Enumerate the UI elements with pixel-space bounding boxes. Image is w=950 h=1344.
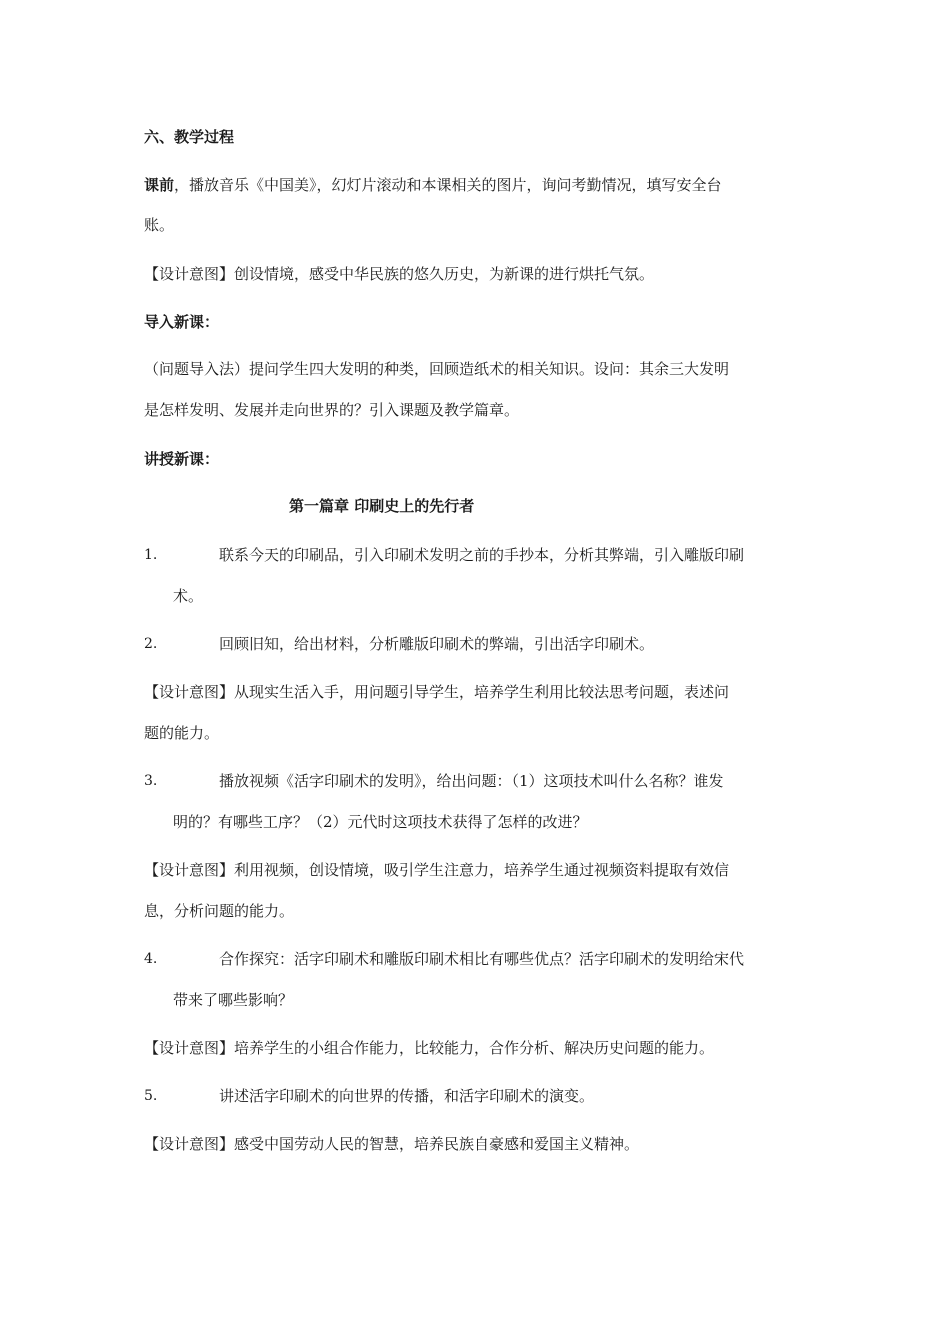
- list-item-number: 1.: [144, 547, 158, 563]
- section-title: 六、教学过程: [144, 128, 235, 146]
- design-intent-3-line1: 【设计意图】利用视频，创设情境，吸引学生注意力，培养学生通过视频资料提取有效信: [144, 861, 730, 879]
- list-item-number: 5.: [144, 1088, 158, 1104]
- intro-heading: 导入新课：: [144, 313, 220, 331]
- list-item-1-line1: 联系今天的印刷品，引入印刷术发明之前的手抄本，分析其弊端，引入雕版印刷: [219, 546, 745, 564]
- list-item-4-line2: 带来了哪些影响？: [173, 991, 294, 1009]
- list-item-number: 3.: [144, 773, 158, 789]
- list-item-number: 2.: [144, 636, 158, 652]
- design-intent-3-line2: 息，分析问题的能力。: [144, 902, 295, 920]
- design-intent-1: 【设计意图】创设情境，感受中华民族的悠久历史，为新课的进行烘托气氛。: [144, 265, 655, 283]
- list-item-number: 4.: [144, 951, 158, 967]
- intro-line2: 是怎样发明、发展并走向世界的？引入课题及教学篇章。: [144, 401, 520, 419]
- design-intent-2-line1: 【设计意图】从现实生活入手，用问题引导学生，培养学生利用比较法思考问题，表述问: [144, 683, 730, 701]
- list-item-2-line1: 回顾旧知，给出材料，分析雕版印刷术的弊端，引出活字印刷术。: [219, 635, 655, 653]
- list-item-4-line1: 合作探究：活字印刷术和雕版印刷术相比有哪些优点？活字印刷术的发明给宋代: [219, 950, 745, 968]
- design-intent-2-line2: 题的能力。: [144, 724, 220, 742]
- list-item-1-line2: 术。: [173, 587, 204, 605]
- list-item-3-line1: 播放视频《活字印刷术的发明》，给出问题：（1）这项技术叫什么名称？谁发: [219, 772, 724, 790]
- pre-class-paragraph-line2: 账。: [144, 216, 175, 234]
- pre-class-paragraph-line1: [144, 175, 814, 195]
- list-item-3-line2: 明的？有哪些工序？（2）元代时这项技术获得了怎样的改进？: [173, 813, 588, 831]
- intro-line1: （问题导入法）提问学生四大发明的种类，回顾造纸术的相关知识。设问：其余三大发明: [144, 360, 730, 378]
- chapter-title: 第一篇章 印刷史上的先行者: [289, 497, 475, 515]
- design-intent-4: 【设计意图】培养学生的小组合作能力，比较能力，合作分析、解决历史问题的能力。: [144, 1039, 715, 1057]
- design-intent-5: 【设计意图】感受中国劳动人民的智慧，培养民族自豪感和爱国主义精神。: [144, 1135, 640, 1153]
- pre-class-label: 课前: [144, 176, 175, 194]
- teaching-heading: 讲授新课：: [144, 450, 220, 468]
- list-item-5-line1: 讲述活字印刷术的向世界的传播，和活字印刷术的演变。: [219, 1087, 595, 1105]
- pre-class-text: ，播放音乐《中国美》，幻灯片滚动和本课相关的图片，询问考勤情况，填写安全台: [174, 176, 722, 194]
